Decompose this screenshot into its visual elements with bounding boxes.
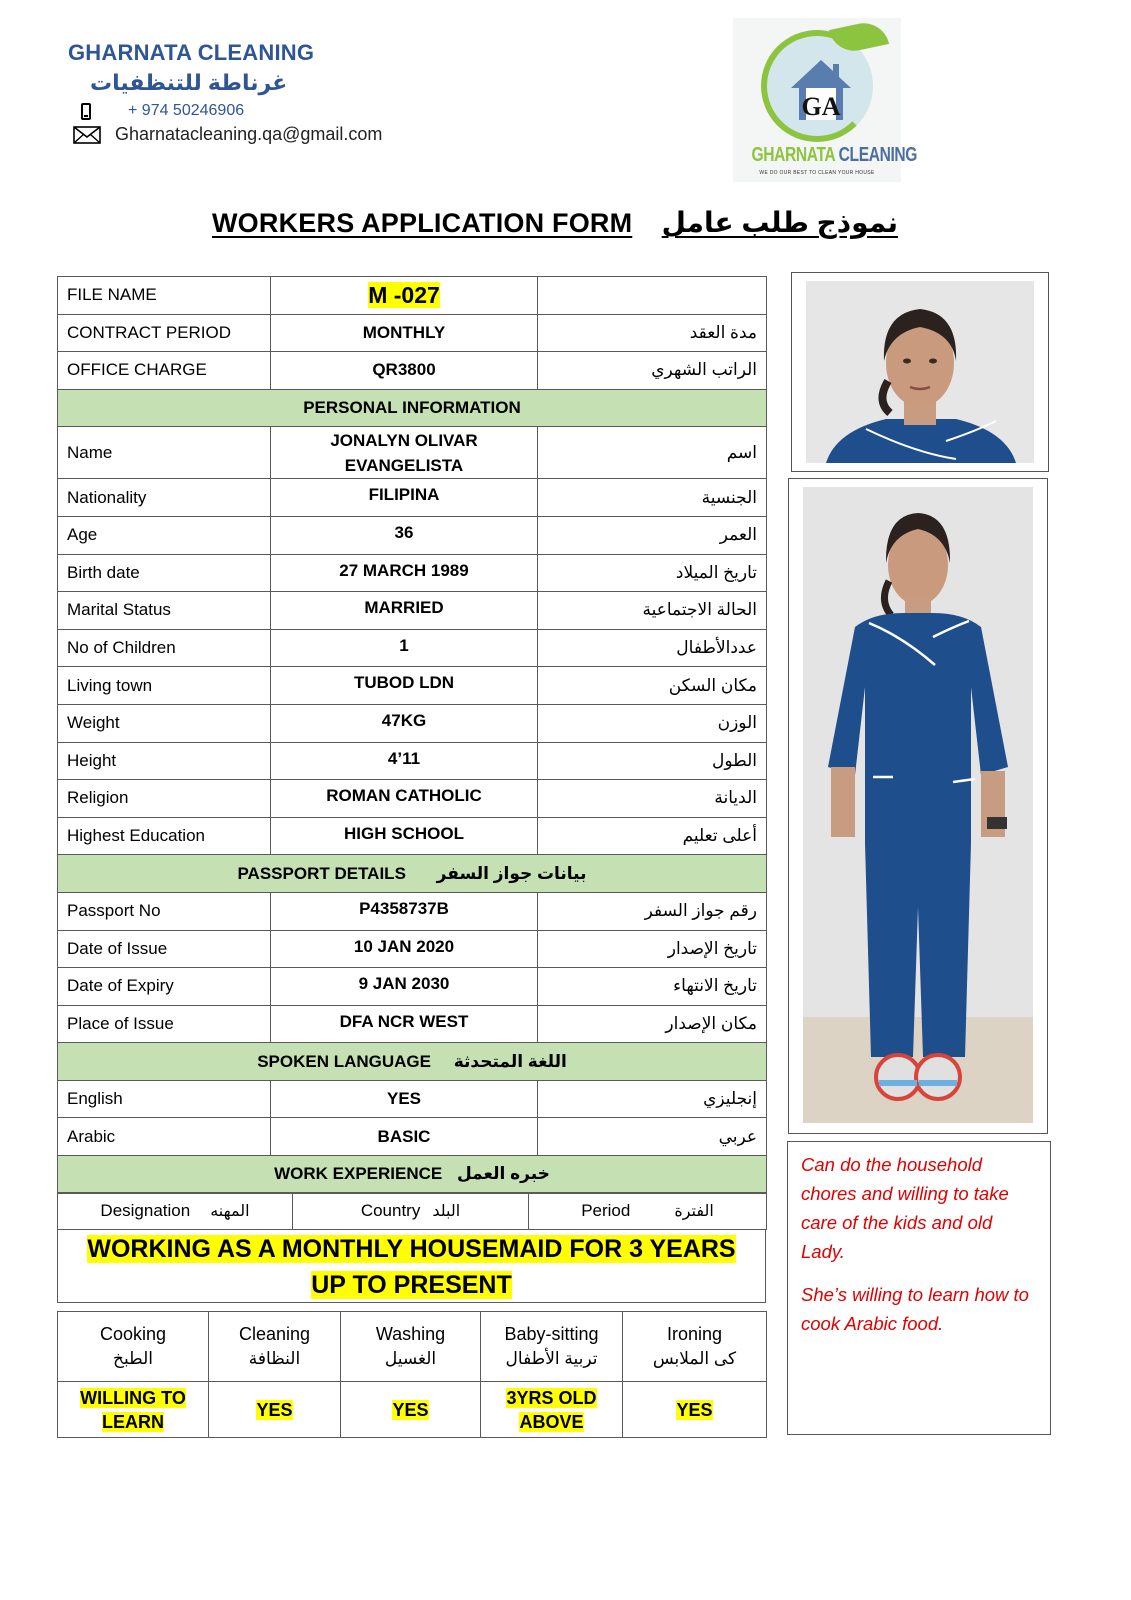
skill-cooking-value: WILLING TO LEARN: [58, 1382, 209, 1438]
row-education: [58, 817, 767, 855]
row-date-of-expiry: [58, 968, 767, 1006]
email-address[interactable]: Gharnatacleaning.qa@gmail.com: [115, 124, 383, 144]
portrait-photo-frame: [791, 272, 1049, 472]
notes-paragraph-2: She’s willing to learn how to cook Arabic food.: [801, 1284, 1029, 1334]
row-religion: [58, 780, 767, 818]
value: 27 MARCH 1989: [271, 554, 538, 592]
label: Birth date: [58, 554, 271, 592]
value: [271, 427, 538, 479]
value: 9 JAN 2030: [271, 968, 538, 1006]
company-header: [68, 40, 382, 145]
label: No of Children: [58, 629, 271, 667]
row-weight: [58, 704, 767, 742]
label-arabic: تاريخ الميلاد: [538, 554, 767, 592]
label-arabic: الوزن: [538, 704, 767, 742]
label-arabic: مكان السكن: [538, 667, 767, 705]
label-arabic: مدة العقد: [538, 314, 767, 352]
section-title-english: PASSPORT DETAILS: [237, 863, 406, 883]
row-place-of-issue: [58, 1005, 767, 1043]
phone-number[interactable]: + 974 50246906: [128, 102, 245, 119]
label: Nationality: [58, 479, 271, 517]
label-arabic: الحالة الاجتماعية: [538, 592, 767, 630]
work-experience-description: [57, 1229, 766, 1303]
value: FILIPINA: [271, 479, 538, 517]
label: Marital Status: [58, 592, 271, 630]
house-icon: [789, 58, 853, 122]
label: CONTRACT PERIOD: [58, 314, 271, 352]
label: Living town: [58, 667, 271, 705]
portrait-photo: [806, 281, 1034, 463]
column-designation: Designation المهنه: [58, 1193, 293, 1230]
label-arabic: إنجليزي: [538, 1080, 767, 1118]
row-contract-period: [58, 314, 767, 352]
applicant-notes: [787, 1141, 1051, 1435]
work-experience-header: [57, 1192, 767, 1230]
application-table: [57, 276, 767, 1194]
label-arabic: [538, 277, 767, 315]
skill-ironing: Ironing كى الملابس: [623, 1312, 767, 1382]
label: Date of Issue: [58, 930, 271, 968]
label-arabic: رقم جواز السفر: [538, 892, 767, 930]
value: P4358737B: [271, 892, 538, 930]
value: YES: [271, 1080, 538, 1118]
skills-table: [57, 1311, 767, 1438]
name-line-1: JONALYN OLIVAR: [330, 431, 478, 451]
label-arabic: عربي: [538, 1118, 767, 1156]
row-office-charge: [58, 352, 767, 390]
section-title-english: SPOKEN LANGUAGE: [257, 1051, 431, 1071]
label: FILE NAME: [58, 277, 271, 315]
full-body-photo: [803, 487, 1033, 1123]
company-logo: [733, 18, 918, 182]
value: TUBOD LDN: [271, 667, 538, 705]
label-arabic: الجنسية: [538, 479, 767, 517]
label: Date of Expiry: [58, 968, 271, 1006]
value: ROMAN CATHOLIC: [271, 780, 538, 818]
label-arabic: مكان الإصدار: [538, 1005, 767, 1043]
form-title-arabic: نموذج طلب عامل: [661, 207, 898, 238]
row-name: [58, 427, 767, 479]
logo-tagline: WE DO OUR BEST TO CLEAN YOUR HOUSE: [759, 170, 875, 176]
form-title-english: WORKERS APPLICATION FORM: [212, 208, 633, 238]
label: Place of Issue: [58, 1005, 271, 1043]
row-nationality: [58, 479, 767, 517]
label: Height: [58, 742, 271, 780]
value: HIGH SCHOOL: [271, 817, 538, 855]
section-passport-details: [58, 855, 767, 893]
skill-washing-value: YES: [341, 1382, 481, 1438]
row-height: [58, 742, 767, 780]
value: MONTHLY: [271, 314, 538, 352]
value: [271, 277, 538, 315]
label-arabic: تاريخ الانتهاء: [538, 968, 767, 1006]
section-title: PERSONAL INFORMATION: [58, 389, 767, 427]
label-arabic: أعلى تعليم: [538, 817, 767, 855]
label: English: [58, 1080, 271, 1118]
phone-row: [68, 102, 382, 120]
value: DFA NCR WEST: [271, 1005, 538, 1043]
svg-text:GA: GA: [801, 92, 841, 121]
row-date-of-issue: [58, 930, 767, 968]
row-file-name: [58, 277, 767, 315]
label: OFFICE CHARGE: [58, 352, 271, 390]
section-work-experience: [58, 1156, 767, 1194]
label: Arabic: [58, 1118, 271, 1156]
label: Name: [58, 427, 271, 479]
row-age: [58, 516, 767, 554]
value: 36: [271, 516, 538, 554]
skill-cooking: Cooking الطبخ: [58, 1312, 209, 1382]
label: Weight: [58, 704, 271, 742]
skill-ironing-value: YES: [623, 1382, 767, 1438]
label: Passport No: [58, 892, 271, 930]
name-line-2: EVANGELISTA: [344, 456, 464, 476]
experience-line-2: UP TO PRESENT: [311, 1271, 512, 1299]
value: 10 JAN 2020: [271, 930, 538, 968]
value: 47KG: [271, 704, 538, 742]
label-arabic: الطول: [538, 742, 767, 780]
label: Age: [58, 516, 271, 554]
mobile-phone-icon: [81, 103, 91, 120]
section-title: [58, 855, 767, 893]
company-name-arabic: غرناطة للتنظفيات: [90, 70, 288, 95]
label-arabic: الراتب الشهري: [538, 352, 767, 390]
label-arabic: اسم: [538, 427, 767, 479]
experience-line-1: WORKING AS A MONTHLY HOUSEMAID FOR 3 YEARS: [87, 1235, 736, 1263]
full-body-photo-frame: [788, 478, 1048, 1134]
logo-title: GHARNATA CLEANING: [751, 144, 918, 166]
skill-cleaning-value: YES: [209, 1382, 341, 1438]
section-title-arabic: بيانات جواز السفر: [436, 863, 587, 883]
section-title-english: WORK EXPERIENCE: [274, 1164, 443, 1184]
skill-baby-sitting-value: 3YRS OLD ABOVE: [481, 1382, 623, 1438]
row-children: [58, 629, 767, 667]
row-passport-no: [58, 892, 767, 930]
label-arabic: عددالأطفال: [538, 629, 767, 667]
envelope-icon: [73, 126, 101, 144]
value: QR3800: [271, 352, 538, 390]
company-name: GHARNATA CLEANING: [68, 40, 315, 65]
label: Religion: [58, 780, 271, 818]
column-period: Period الفترة: [529, 1193, 767, 1230]
value: MARRIED: [271, 592, 538, 630]
section-title: [58, 1156, 767, 1194]
section-title-arabic: اللغة المتحدثة: [453, 1051, 567, 1071]
value: BASIC: [271, 1118, 538, 1156]
notes-paragraph-1: Can do the household chores and willing to take care of the kids and old Lady.: [801, 1154, 1009, 1262]
row-arabic: [58, 1118, 767, 1156]
skill-baby-sitting: Baby-sitting تربية الأطفال: [481, 1312, 623, 1382]
row-marital-status: [58, 592, 767, 630]
row-living-town: [58, 667, 767, 705]
column-country: Country البلد: [293, 1193, 529, 1230]
label: Highest Education: [58, 817, 271, 855]
section-spoken-language: [58, 1043, 767, 1081]
email-row: [68, 124, 382, 145]
section-title-arabic: خبره العمل: [456, 1164, 550, 1184]
value: 1: [271, 629, 538, 667]
skill-cleaning: Cleaning النظافة: [209, 1312, 341, 1382]
section-title: [58, 1043, 767, 1081]
row-birth-date: [58, 554, 767, 592]
label-arabic: العمر: [538, 516, 767, 554]
row-english: [58, 1080, 767, 1118]
section-personal-information: [58, 389, 767, 427]
file-name-value: M -027: [368, 281, 440, 308]
value: 4’11: [271, 742, 538, 780]
skill-washing: Washing الغسيل: [341, 1312, 481, 1382]
label-arabic: الديانة: [538, 780, 767, 818]
label-arabic: تاريخ الإصدار: [538, 930, 767, 968]
form-title: [212, 206, 898, 239]
